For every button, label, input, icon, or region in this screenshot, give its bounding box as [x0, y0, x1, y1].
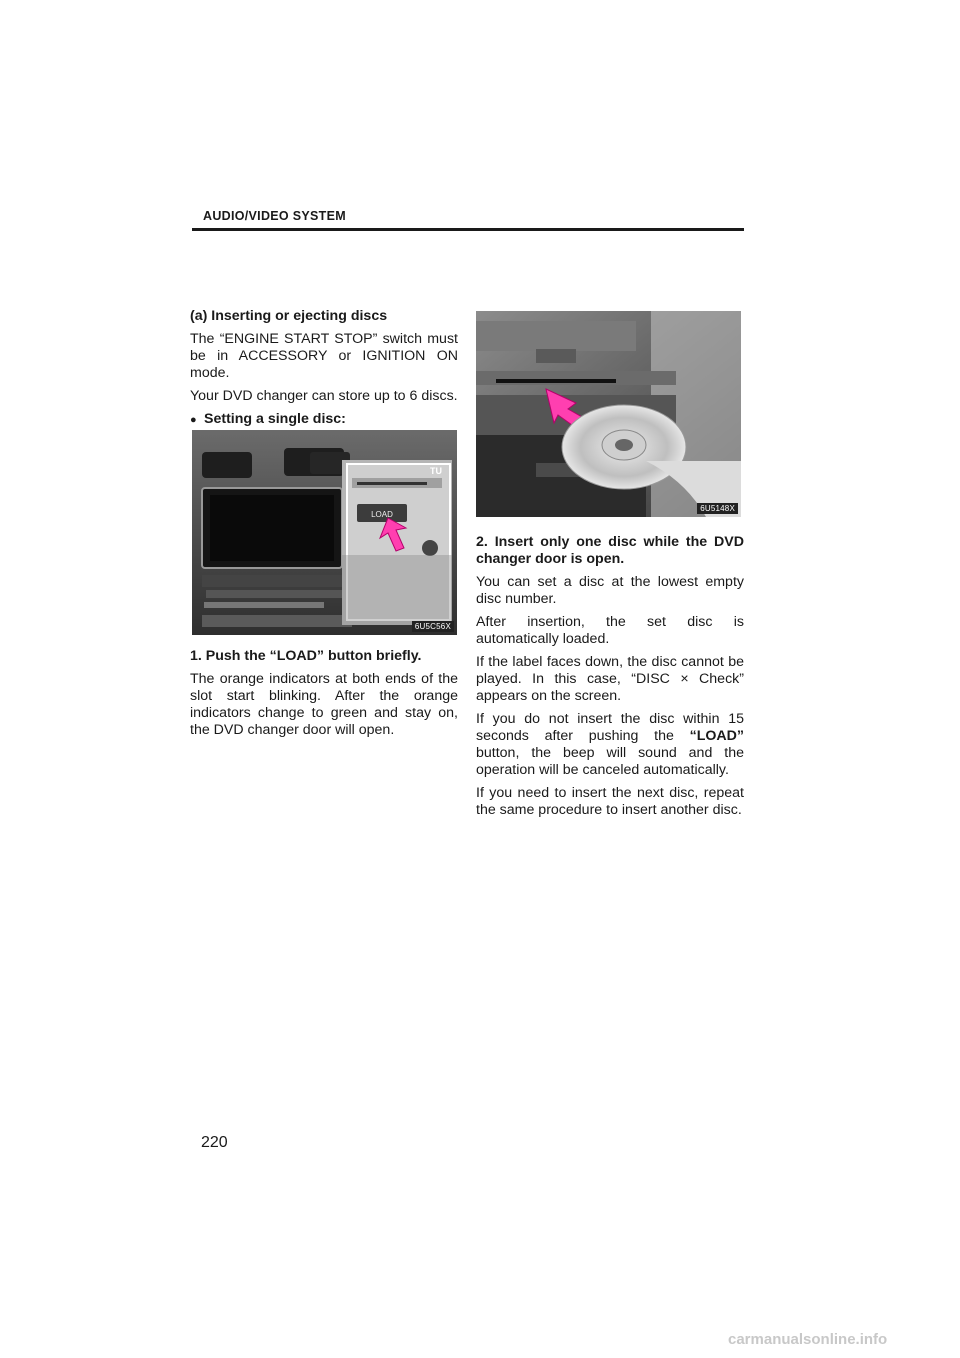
bullet-heading-text: Setting a single disc: — [204, 411, 346, 427]
header-rule — [192, 228, 744, 231]
paragraph-next-disc: If you need to insert the next disc, repeat the same procedure to insert another disc. — [476, 785, 744, 818]
bullet-heading — [190, 411, 458, 429]
right-column — [476, 534, 744, 825]
load-button-label: LOAD — [371, 510, 393, 519]
timeout-load: “LOAD” — [689, 728, 744, 744]
figure-code: 6U5148X — [697, 503, 738, 514]
figure-insert-disc — [476, 311, 741, 517]
left-column-step1 — [190, 648, 458, 745]
bullet-icon: ● — [190, 414, 197, 426]
step1-text: The orange indicators at both ends of the slot start blinking. After the orange indicators change to green and stay on, the DVD changer door will open. — [190, 671, 458, 738]
page-number: 220 — [201, 1134, 228, 1151]
corner-label: TU — [430, 466, 442, 476]
section-heading: (a) Inserting or ejecting discs — [190, 308, 388, 324]
paragraph-capacity: Your DVD changer can store up to 6 discs. — [190, 388, 458, 404]
step1-heading: 1. Push the “LOAD” button briefly. — [190, 648, 422, 664]
disc-insert-illustration — [476, 311, 741, 517]
dashboard-illustration — [192, 430, 457, 635]
timeout-post: button, the beep will sound and the operation will be canceled automatically. — [476, 745, 744, 778]
paragraph-auto-load: After insertion, the set disc is automatically loaded. — [476, 614, 744, 647]
figure-code: 6U5C56X — [412, 621, 454, 632]
step2-heading: 2. Insert only one disc while the DVD changer door is open. — [476, 534, 744, 567]
section-header: AUDIO/VIDEO SYSTEM — [203, 209, 346, 223]
paragraph-mode: The “ENGINE START STOP” switch must be in ACCESSORY or IGNITION ON mode. — [190, 331, 458, 381]
figure-load-button — [192, 430, 457, 635]
watermark: carmanualsonline.info — [728, 1331, 888, 1348]
paragraph-timeout — [476, 711, 744, 779]
left-column — [190, 308, 458, 435]
paragraph-lowest-empty: You can set a disc at the lowest empty disc number. — [476, 574, 744, 607]
paragraph-label-down: If the label faces down, the disc cannot be played. In this case, “DISC × Check” appears on the screen. — [476, 654, 744, 704]
timeout-pre: If you do not insert the disc within 15 seconds after pushing the — [476, 711, 744, 744]
